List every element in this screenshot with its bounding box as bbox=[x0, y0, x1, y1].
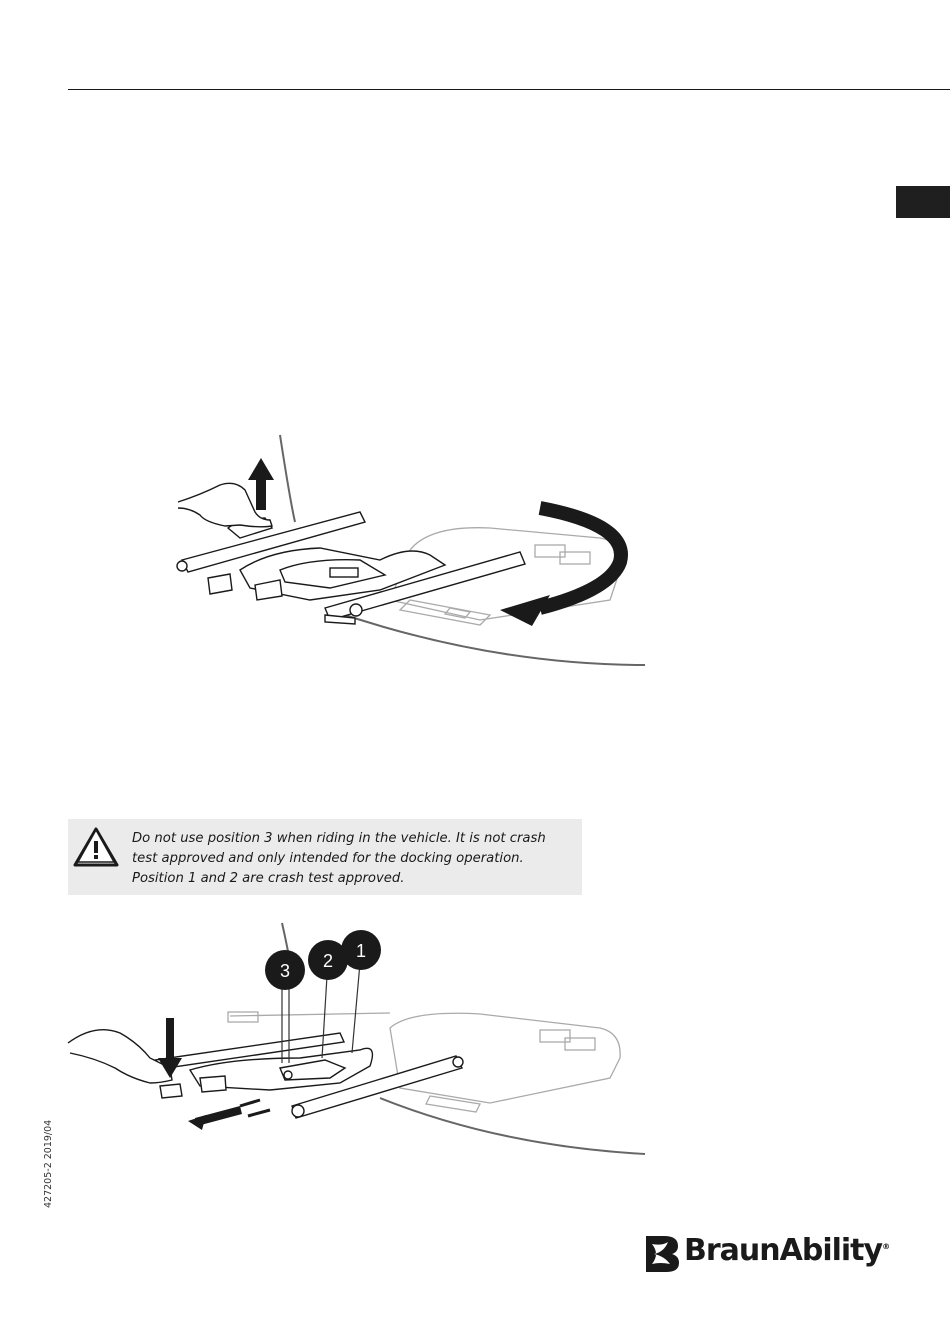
seat-base-rotation-illustration bbox=[160, 430, 650, 670]
warning-text: Do not use position 3 when riding in the vehicle. It is not crash test approved and only intended for the docking operation. Position 1 and 2 are crash test approved. bbox=[132, 831, 546, 886]
braunability-logo bbox=[642, 1233, 891, 1274]
header-rule bbox=[68, 89, 950, 90]
brand-registered: ® bbox=[882, 1242, 891, 1251]
callout-group bbox=[265, 930, 381, 990]
warning-box bbox=[68, 819, 582, 895]
brand-name: BraunAbility bbox=[684, 1233, 883, 1268]
seat-base-positions-illustration bbox=[60, 918, 650, 1158]
braunability-mark-icon bbox=[642, 1234, 682, 1274]
callout-1-label: 1 bbox=[355, 941, 367, 961]
chapter-tab bbox=[896, 186, 950, 218]
warning-triangle-icon bbox=[72, 825, 120, 869]
document-code: 427205-2 2019/04 bbox=[43, 1119, 54, 1208]
callout-3-label: 3 bbox=[279, 961, 291, 981]
callout-2-label: 2 bbox=[322, 951, 334, 971]
